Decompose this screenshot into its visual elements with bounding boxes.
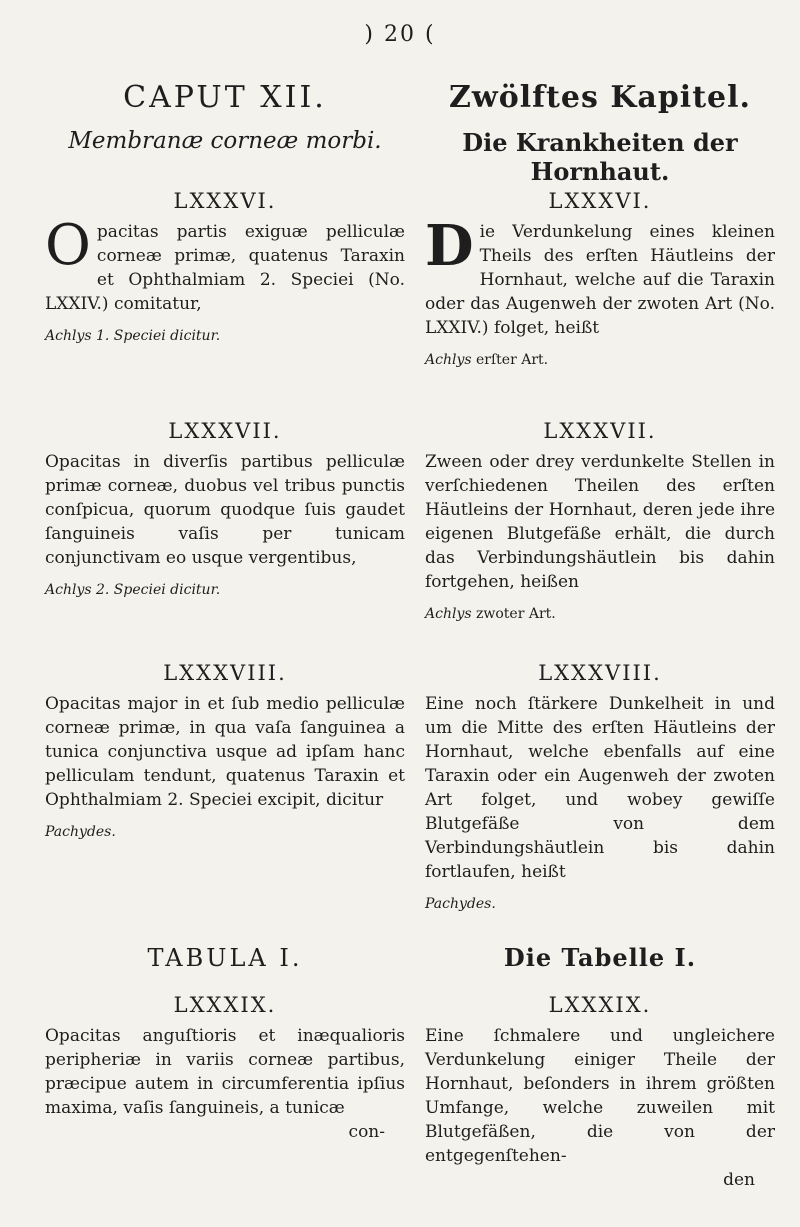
german-tabula — [425, 940, 775, 976]
german-column — [425, 78, 775, 1190]
drop-cap: D — [425, 213, 474, 279]
section-text: Die Verdunkelung eines kleinen Theils des erſten Häutleins der Hornhaut, welche auf die Taraxin oder das Augenweh der zwoten Art (No. LXXIV.) folget, heißt — [425, 213, 775, 338]
latin-section-89 — [45, 990, 405, 1142]
tabula-heading: Die Tabelle I. — [503, 943, 697, 972]
section-number: LXXXVI. — [548, 189, 652, 213]
german-section-87 — [425, 416, 775, 622]
german-chapter-subtitle: Die Krankheiten der Hornhaut. — [462, 128, 738, 186]
section-number: LXXXIX. — [548, 993, 652, 1017]
latin-chapter-subtitle: Membranæ corneæ morbi. — [68, 128, 382, 154]
latin-tabula — [45, 940, 405, 976]
section-caption: Achlys 1. Speciei dicitur. — [45, 328, 221, 344]
german-chapter-title: Zwölftes Kapitel. — [449, 80, 751, 115]
section-caption: Pachydes. — [425, 896, 496, 912]
german-section-86 — [425, 186, 775, 368]
catchword: con- — [348, 1122, 385, 1142]
section-caption: Achlys erſter Art. — [425, 352, 549, 368]
latin-section-86 — [45, 186, 405, 344]
latin-chapter-title: CAPUT XII. — [123, 80, 327, 115]
section-number: LXXXVIII. — [538, 661, 662, 685]
section-caption: Pachydes. — [45, 824, 116, 840]
section-number: LXXXVIII. — [163, 661, 287, 685]
section-text: Opacitas major in et ſub medio pelliculæ corneæ primæ, in qua vaſa ſanguinea a tunica conjunctiva usque ad ipſam hanc pelliculam tendunt, quatenus Taraxin et Ophthalmiam 2. Speciei excipit, dicitur — [45, 694, 405, 810]
section-caption: Achlys 2. Speciei dicitur. — [45, 582, 221, 598]
page-number: ) 20 ( — [364, 22, 436, 47]
section-text: Opacitas partis exiguæ pelliculæ corneæ primæ, quatenus Taraxin et Ophthalmiam 2. Speciei (No. LXXIV.) comitatur, — [45, 213, 405, 314]
section-text: Opacitas anguſtioris et inæqualioris peripheriæ in variis corneæ partibus, præcipue autem in circumferentia ipſius maxima, vaſis ſanguineis, a tunicæ — [45, 1026, 405, 1118]
section-number: LXXXVII. — [168, 419, 282, 443]
section-caption: Achlys zwoter Art. — [425, 606, 556, 622]
latin-section-87 — [45, 416, 405, 598]
latin-section-88 — [45, 658, 405, 840]
catchword: den — [723, 1170, 755, 1190]
german-section-88 — [425, 658, 775, 912]
section-text: Eine ſchmalere und ungleichere Verdunkelung einiger Theile der Hornhaut, beſonders in ihrem größten Umfange, welche zuweilen mit Blutgefäßen, die von der entgegenſtehen- — [425, 1026, 775, 1166]
section-text: Zween oder drey verdunkelte Stellen in verſchiedenen Theilen des erſten Häutleins der Hornhaut, deren jede ihre eigenen Blutgefäße erhält, die durch das Verbindungshäutlein bis dahin fortgehen, heißen — [425, 452, 775, 592]
section-number: LXXXVII. — [543, 419, 657, 443]
german-section-89 — [425, 990, 775, 1190]
section-number: LXXXVI. — [173, 189, 277, 213]
latin-column — [45, 78, 405, 1142]
tabula-heading: TABULA I. — [147, 944, 303, 972]
section-text: Eine noch ſtärkere Dunkelheit in und um die Mitte des erſten Häutleins der Hornhaut, welche ebenfalls auf eine Taraxin oder ein Augenweh der zwoten Art folget, und wobey gewiſſe Blutgefäße von dem Verbindungshäutlein bis dahin fortlaufen, heißt — [425, 694, 775, 882]
section-number: LXXXIX. — [173, 993, 277, 1017]
drop-cap: O — [45, 213, 91, 278]
section-text: Opacitas in diverſis partibus pelliculæ primæ corneæ, duobus vel tribus punctis conſpicua, quorum quodque ſuis gaudet ſanguineis vaſis per tunicam conjunctivam eo usque vergentibus, — [45, 452, 405, 568]
